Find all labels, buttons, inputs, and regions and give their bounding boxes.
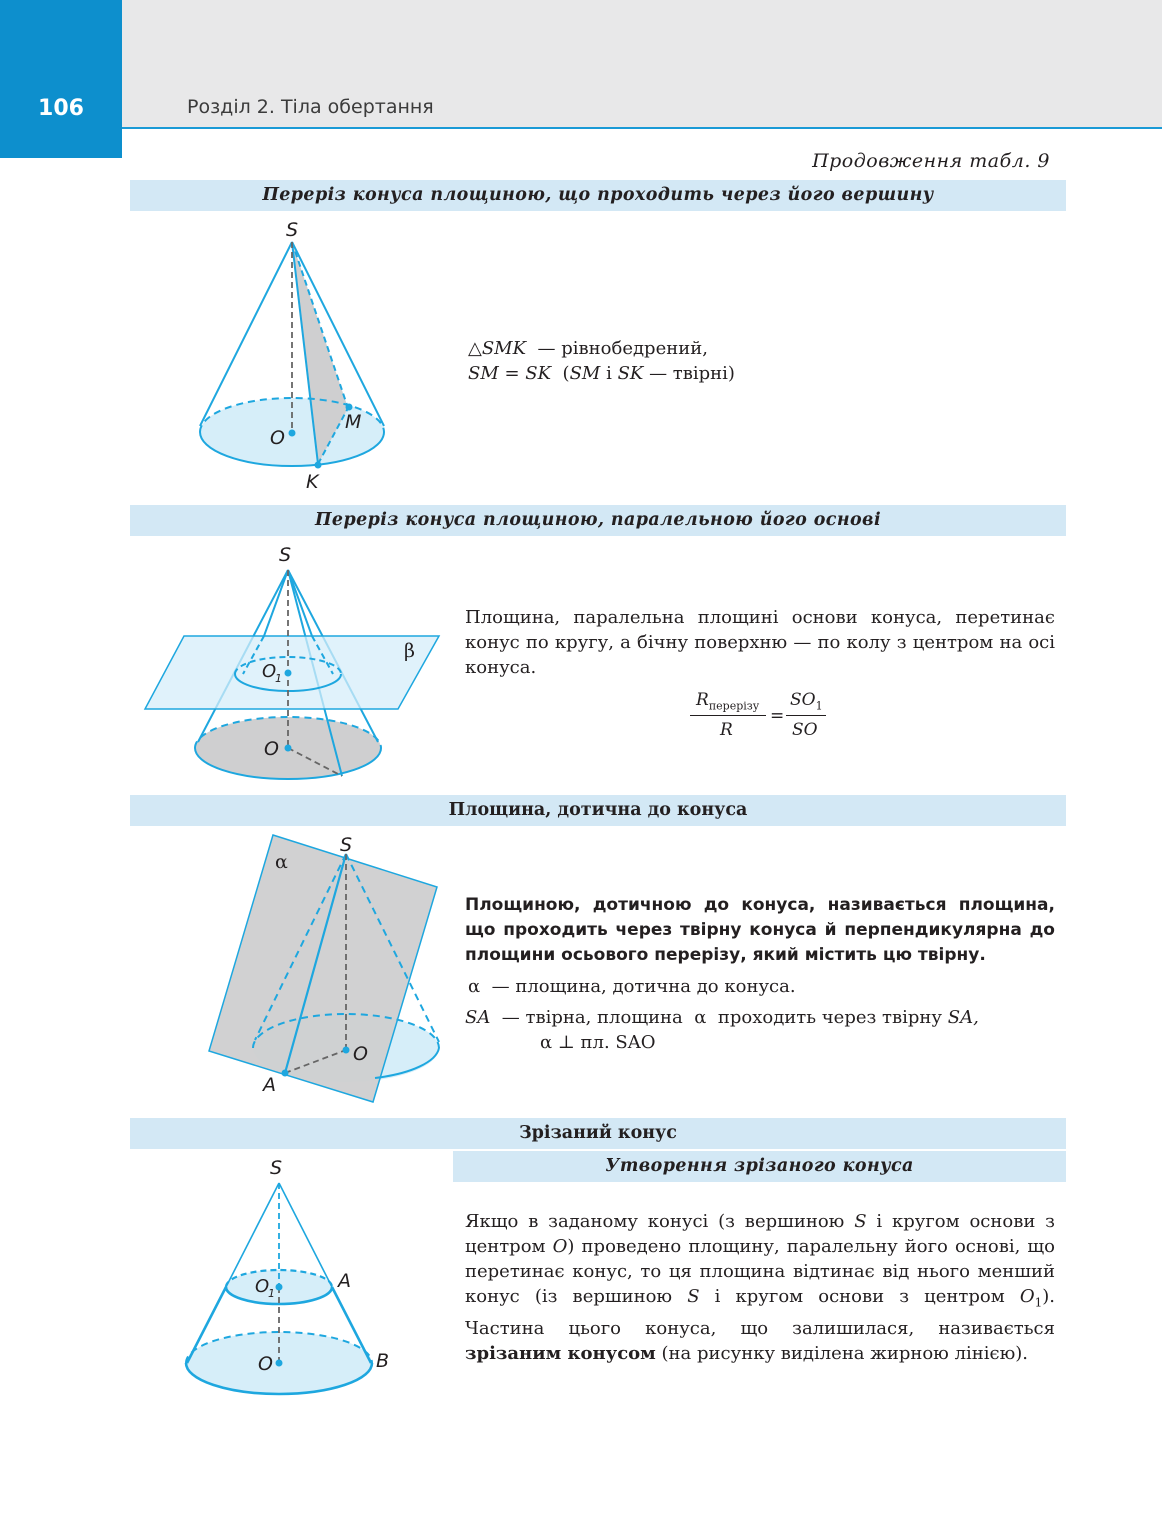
s2-paragraph: Площина, паралельна площині основи конуса, перетинає конус по кругу, а бічну поверхню — по колу з центром на осі конуса. [465, 607, 1055, 678]
tangent-plane-figure [205, 832, 450, 1107]
s1-line2: SM = SK (SM і SK — твірні) [468, 363, 735, 384]
label-O: O [270, 427, 285, 449]
label-O: O [258, 1353, 273, 1375]
section-title-frustum: Зрізаний конус [130, 1118, 1066, 1149]
label-O: O [353, 1043, 368, 1065]
label-beta: β [404, 640, 415, 662]
label-A: A [338, 1270, 351, 1292]
cone-vertex-section-figure [190, 214, 400, 494]
label-alpha: α [275, 851, 288, 873]
label-S: S [279, 544, 292, 566]
s3-sa-line: SA — твірна, площина α проходить через твірну SA, [465, 1007, 979, 1028]
label-S: S [286, 219, 299, 241]
chapter-title: Розділ 2. Тіла обертання [187, 96, 434, 118]
label-K: K [306, 471, 319, 493]
header-rule [122, 127, 1162, 129]
subsection-title-frustum-formation: Утворення зрізаного конуса [453, 1151, 1066, 1182]
tangent-plane-definition: Площиною, дотичною до конуса, називається площина, що проходить через твірну конуса й перпендикулярна до площини осьового перерізу, який містить цю твірну. [465, 895, 1055, 965]
label-A: A [263, 1074, 276, 1096]
label-O1: O [255, 1276, 270, 1297]
label-B: B [376, 1350, 390, 1372]
label-S: S [340, 834, 353, 856]
label-O: O [264, 738, 279, 760]
s3-alpha-line: α — площина, дотична до конуса. [468, 976, 796, 997]
section-title-vertex-section: Переріз конуса площиною, що проходить через його вершину [130, 180, 1066, 211]
frustum-term: зрізаним конусом [465, 1342, 656, 1364]
label-M: M [345, 411, 362, 433]
ratio-formula: $R_{перерізу}$ R = $SO_1$ SO [690, 690, 830, 740]
page-tab [0, 0, 122, 158]
frustum-paragraph: Якщо в заданому конусі (з вершиною S і кругом основи з центром O) проведено площину, паралельну його основі, що перетинає конус, то ця площина відтинає від нього менший конус (із вершиною S і кругом основи з центром $O_1$). Частина цього конуса, що залишилася, називається зрізаним конусом (на рисунку виділена жирною лінією). [465, 1211, 1055, 1364]
s3-perp-line: α ⊥ пл. SAO [540, 1032, 656, 1053]
label-O1: O [262, 661, 277, 682]
label-O1-sub: 1 [275, 672, 282, 685]
table-continuation-note: Продовження табл. 9 [812, 150, 1050, 172]
cone-parallel-section-figure [140, 540, 445, 785]
page-number: 106 [38, 96, 84, 121]
s1-line1: △SMK — рівнобедрений, [468, 338, 708, 359]
frustum-figure [180, 1155, 405, 1400]
section-title-parallel-section: Переріз конуса площиною, паралельною його основі [130, 505, 1066, 536]
label-S: S [270, 1157, 283, 1179]
section-title-tangent-plane: Площина, дотична до конуса [130, 795, 1066, 826]
label-O1-sub: 1 [268, 1287, 275, 1300]
